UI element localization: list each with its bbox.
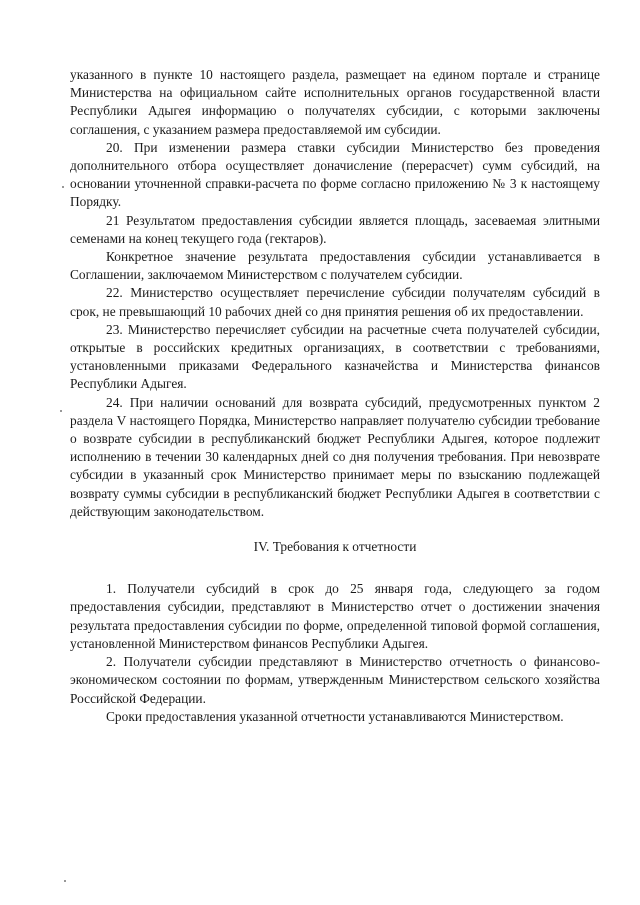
- paragraph-21: 21 Результатом предоставления субсидии является площадь, засеваемая элитными семенами на конец текущего года (гектаров).: [70, 212, 600, 246]
- paragraph-23: 23. Министерство перечисляет субсидии на расчетные счета получателей субсидии, открытые в российских кредитных организациях, в соответствии с требованиями, установленными приказами Федерального казначейства и Министерства финансов Республики Адыгея.: [70, 321, 600, 392]
- paragraph-result-value: Конкретное значение результата предоставления субсидии устанавливается в Соглашении, заключаемом Министерством с получателем субсидии.: [70, 249, 600, 283]
- scan-speck: [64, 880, 66, 882]
- paragraph-report-deadlines: Сроки предоставления указанной отчетности устанавливаются Министерством.: [106, 708, 564, 724]
- paragraph-24: 24. При наличии оснований для возврата субсидий, предусмотренных пунктом 2 раздела V настоящего Порядка, Министерство направляет получателю субсидии требование о возврате субсидии в республиканский бюджет Республики Адыгея, которое подлежит исполнению в течении 30 календарных дней со дня получения требования. При невозврате субсидии в указанный срок Министерство принимает меры по взысканию подлежащей возврату суммы субсидии в республиканский бюджет Республики Адыгея в соответствии с действующим законодательством.: [70, 394, 600, 519]
- section-heading: IV. Требования к отчетности: [253, 539, 417, 555]
- paragraph-continuation: указанного в пункте 10 настоящего раздела, размещает на едином портале и странице Министерства на официальном сайте исполнительных органов государственной власти Республики Адыгея информацию о получателях субсидии, с которыми заключены соглашения, с указанием размера предоставляемой им субсидии.: [70, 67, 600, 137]
- scan-speck: [62, 186, 64, 188]
- paragraph-report-1: 1. Получатели субсидий в срок до 25 января года, следующего за годом предоставления субсидии, представляют в Министерство отчет о достижении значения результата предоставления субсидии по форме, определенной типовой формой соглашения, установленной Министерством финансов Республики Адыгея.: [70, 581, 600, 651]
- paragraph-22: 22. Министерство осуществляет перечисление субсидии получателям субсидий в срок, не превышающий 10 рабочих дней со дня принятия решения об их предоставлении.: [70, 285, 600, 319]
- paragraph-20: 20. При изменении размера ставки субсидии Министерство без проведения дополнительного отбора осуществляет доначисление (перерасчет) сумм субсидий, на основании уточненной справки-расчета по форме согласно приложению № 3 к настоящему Порядку.: [70, 139, 600, 210]
- document-page: [70, 66, 600, 726]
- scan-speck: [60, 410, 62, 412]
- paragraph-report-2: 2. Получатели субсидии представляют в Министерство отчетность о финансово-экономическом состоянии по формам, утвержденным Министерством сельского хозяйства Российской Федерации.: [70, 654, 600, 706]
